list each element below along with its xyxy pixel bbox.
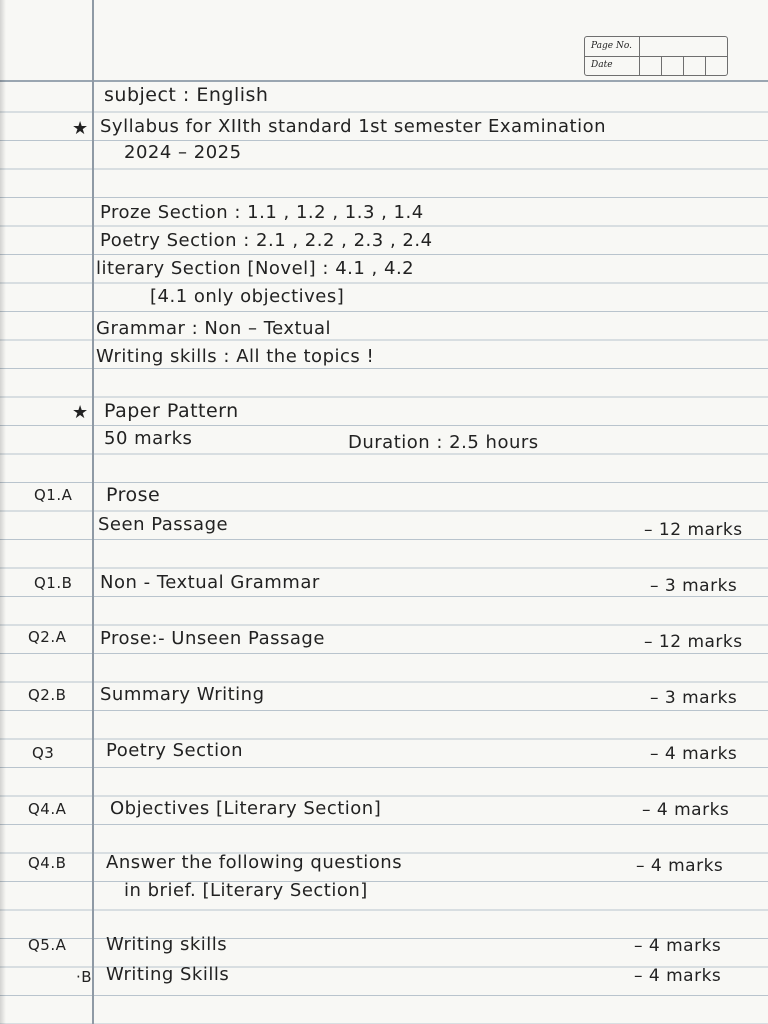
question-text: Writing Skills (106, 964, 230, 985)
question-marks: – 12 marks (644, 520, 743, 540)
pattern-title: Paper Pattern (104, 400, 239, 422)
question-marks: – 3 marks (650, 688, 738, 708)
question-number: ·B (76, 968, 93, 986)
page-no-row (585, 37, 727, 57)
literary-section: literary Section [Novel] : 4.1 , 4.2 (96, 258, 415, 279)
question-number: Q3 (32, 744, 55, 762)
header-rule (0, 80, 768, 82)
question-marks: – 4 marks (636, 856, 724, 876)
question-marks: – 4 marks (634, 936, 722, 956)
scan-shadow (0, 0, 6, 1024)
literary-note: [4.1 only objectives] (150, 286, 345, 307)
question-text: Summary Writing (100, 684, 265, 705)
question-number: Q4.B (28, 854, 67, 872)
question-text: in brief. [Literary Section] (124, 880, 368, 901)
grammar-section: Grammar : Non – Textual (96, 318, 332, 339)
question-marks: – 3 marks (650, 576, 738, 596)
question-text: Objectives [Literary Section] (110, 798, 382, 819)
syllabus-title: Syllabus for XIIth standard 1st semester Examination (100, 116, 607, 137)
subject-line: subject : English (104, 84, 269, 106)
question-number: Q4.A (28, 800, 67, 818)
question-text: Answer the following questions (106, 852, 403, 873)
question-number: Q2.B (28, 686, 67, 704)
question-number: Q1.B (34, 574, 73, 592)
pattern-duration: Duration : 2.5 hours (348, 432, 539, 453)
question-number: Q5.A (28, 936, 67, 954)
question-text: Non - Textual Grammar (100, 572, 320, 593)
star-icon: ★ (72, 402, 89, 423)
question-text: Prose:- Unseen Passage (100, 628, 325, 649)
margin-line (92, 0, 94, 1024)
question-text: Seen Passage (98, 514, 229, 535)
question-marks: – 4 marks (634, 966, 722, 986)
question-text: Prose (106, 484, 161, 506)
prose-section: Proze Section : 1.1 , 1.2 , 1.3 , 1.4 (100, 202, 424, 223)
poetry-section: Poetry Section : 2.1 , 2.2 , 2.3 , 2.4 (100, 230, 433, 251)
page-no-label: Page No. (591, 41, 632, 51)
question-number: Q1.A (34, 486, 73, 504)
question-text: Writing skills (106, 934, 228, 955)
date-label: Date (591, 60, 613, 70)
pattern-marks: 50 marks (104, 428, 193, 449)
question-text: Poetry Section (106, 740, 244, 761)
question-marks: – 4 marks (650, 744, 738, 764)
question-marks: – 4 marks (642, 800, 730, 820)
question-marks: – 12 marks (644, 632, 743, 652)
star-icon: ★ (72, 118, 89, 139)
syllabus-year: 2024 – 2025 (124, 142, 242, 163)
date-row (585, 56, 727, 75)
page-no-date-box (584, 36, 728, 76)
question-number: Q2.A (28, 628, 67, 646)
writing-section: Writing skills : All the topics ! (96, 346, 375, 367)
